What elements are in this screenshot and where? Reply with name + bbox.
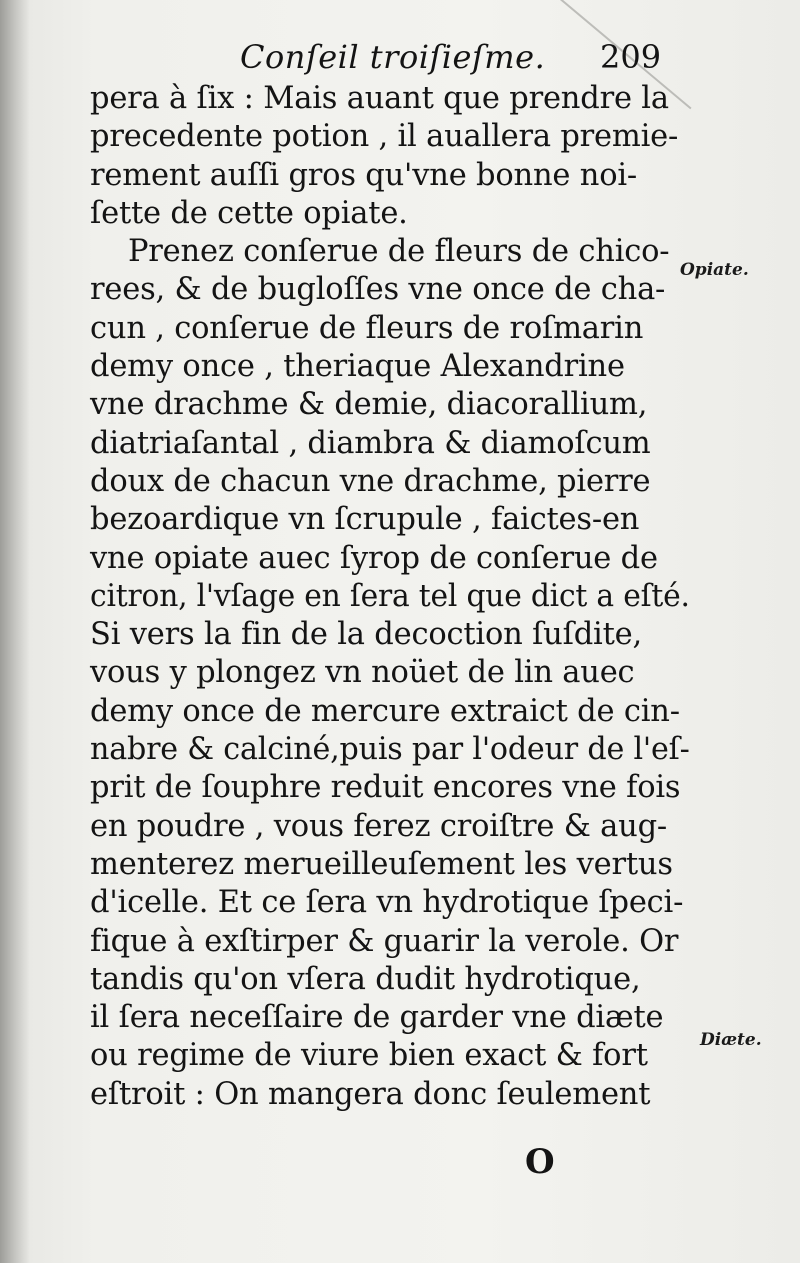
text-line: fique à exſtirper & guarir la verole. Or: [90, 923, 679, 959]
text-line: vous y plongez vn noüet de lin auec: [90, 655, 635, 691]
margin-note-opiate: Opiate.: [680, 260, 749, 280]
text-line: citron, l'vſage en ſera tel que dict a eſté.: [90, 578, 690, 614]
text-line: d'icelle. Et ce ſera vn hydrotique ſpeci-: [90, 885, 684, 921]
text-line: cun , conſerue de fleurs de roſmarin: [90, 310, 644, 346]
text-line: diatriaſantal , diambra & diamoſcum: [90, 425, 651, 461]
running-head: Conſeil troiſieſme.: [240, 38, 546, 76]
text-line: doux de chacun vne drachme, pierre: [90, 463, 651, 499]
text-line: menterez merueilleuſement les vertus: [90, 846, 673, 882]
text-line: bezoardique vn ſcrupule , faictes-en: [90, 502, 640, 538]
margin-note-diaete: Diæte.: [700, 1030, 762, 1050]
text-line: pera à ſix : Mais auant que prendre la: [90, 81, 669, 116]
page-number: 209: [600, 38, 662, 76]
body-text: [90, 80, 690, 1114]
text-line: prit de ſouphre reduit encores vne fois: [90, 770, 681, 806]
text-line: vne opiate auec ſyrop de conſerue de: [90, 540, 658, 576]
text-line: ſette de cette opiate.: [90, 195, 408, 231]
text-line: tandis qu'on vſera dudit hydrotique,: [90, 961, 641, 997]
text-line: vne drachme & demie, diacorallium,: [90, 387, 648, 423]
text-line: eſtroit : On mangera donc ſeulement: [90, 1076, 651, 1112]
text-line: nabre & calciné,puis par l'odeur de l'eſ-: [90, 732, 690, 768]
text-line: demy once de mercure extraict de cin-: [90, 693, 680, 729]
text-line: Prenez conſerue de fleurs de chico-: [90, 234, 670, 270]
text-line: il ſera neceſſaire de garder vne diæte: [90, 1000, 664, 1036]
text-line: ou regime de viure bien exact & fort: [90, 1038, 648, 1074]
text-line: rees, & de bugloſſes vne once de cha-: [90, 272, 666, 308]
text-line: rement auſſi gros qu'vne bonne noi-: [90, 157, 638, 193]
signature-mark: O: [525, 1142, 555, 1182]
text-line: en poudre , vous ferez croiſtre & aug-: [90, 808, 668, 844]
text-line: demy once , theriaque Alexandrine: [90, 349, 625, 385]
page-gutter-shadow: [0, 0, 30, 1263]
text-line: Si vers la fin de la decoction ſuſdite,: [90, 617, 642, 653]
text-line: precedente potion , il auallera premie-: [90, 119, 679, 155]
